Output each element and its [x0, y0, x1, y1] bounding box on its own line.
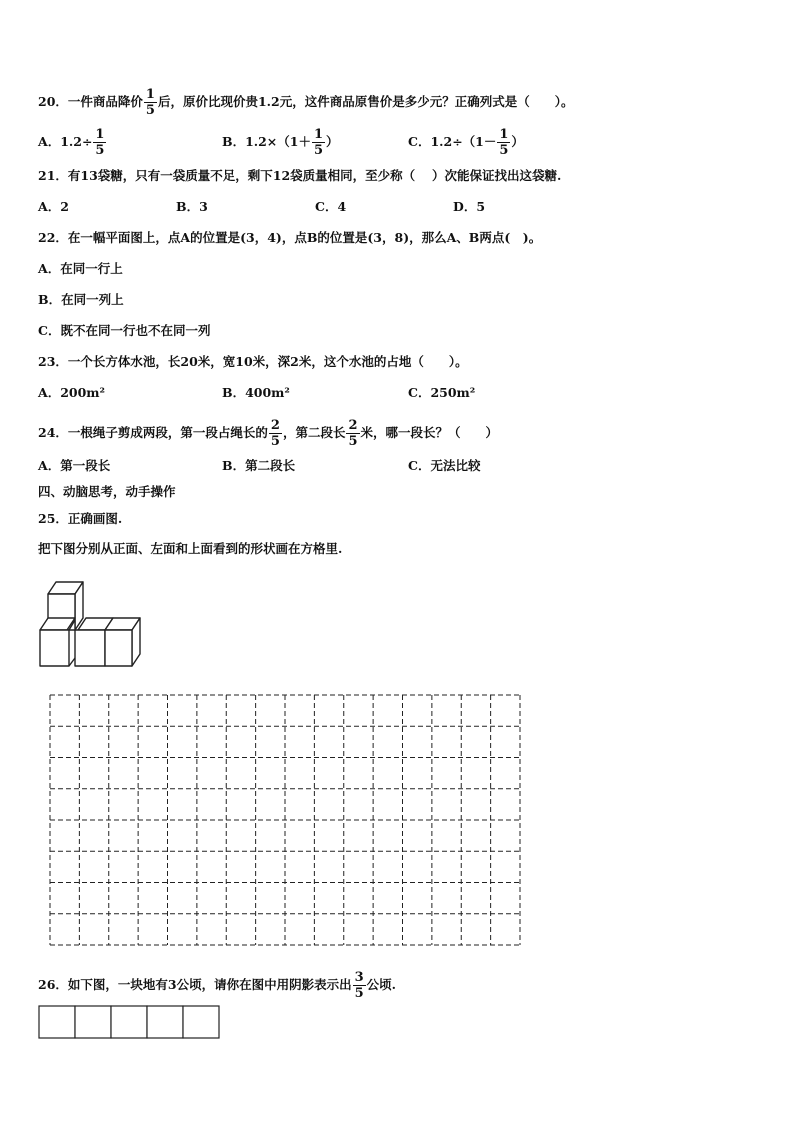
q24-option-c[interactable]: C．无法比较	[408, 458, 481, 473]
q24-stem: 24．一根绳子剪成两段，第一段占绳长的 $\frac{2}{5}$ ，第二段长 $\frac{2}{5}$ 米，哪一段长？（ ）	[38, 418, 499, 449]
q26-stem: 26．如下图，一块地有3公顷，请你在图中用阴影表示出 $\frac{3}{5}$ 公顷.	[38, 970, 396, 1001]
q22-stem: 22．在一幅平面图上，点A的位置是(3，4)，点B的位置是(3，8)，那么A、B两点( )。	[38, 230, 542, 245]
q20-stem	[38, 88, 573, 117]
q20-text-b: 后，原价比现价贵1.2元，这件商品原售价是多少元？正确列式是（ ）。	[157, 94, 574, 109]
drawing-grid[interactable]	[49, 694, 523, 948]
q23-option-a[interactable]: A．200m²	[38, 385, 105, 400]
q21-option-c[interactable]: C．4	[315, 199, 347, 214]
land-box[interactable]	[147, 1006, 183, 1038]
section-title: 四、动脑思考，动手操作	[38, 484, 176, 499]
q21-option-b[interactable]: B．3	[176, 199, 208, 214]
q24-option-a[interactable]: A．第一段长	[38, 458, 111, 473]
q23-stem: 23．一个长方体水池，长20米，宽10米，深2米，这个水池的占地（ ）。	[38, 354, 468, 369]
q24-fraction-2: $\frac{2}{5}$	[348, 418, 358, 449]
land-box[interactable]	[39, 1006, 75, 1038]
q21-option-d[interactable]: D．5	[453, 199, 486, 214]
q20-option-b[interactable]: B．1.2×（1＋ $\frac{1}{5}$ ）	[222, 127, 339, 158]
q20-fraction: $\frac{1}{5}$	[145, 87, 155, 118]
land-box[interactable]	[75, 1006, 111, 1038]
land-boxes[interactable]	[38, 1005, 222, 1039]
cube-figure	[38, 580, 148, 676]
q20-option-c[interactable]: C．1.2÷（1－ $\frac{1}{5}$ ）	[408, 127, 524, 158]
q21-option-a[interactable]: A．2	[38, 199, 69, 214]
q26-fraction: $\frac{3}{5}$	[354, 970, 364, 1001]
q23-option-b[interactable]: B．400m²	[222, 385, 290, 400]
q22-option-a[interactable]: A．在同一行上	[38, 261, 123, 276]
q25-instruction: 把下图分别从正面、左面和上面看到的形状画在方格里.	[38, 541, 343, 556]
q23-option-c[interactable]: C．250m²	[408, 385, 476, 400]
land-box[interactable]	[183, 1006, 219, 1038]
q24-fraction-1: $\frac{2}{5}$	[270, 418, 280, 449]
q20-number: 20．	[38, 94, 68, 109]
q20-text-a: 一件商品降价	[67, 94, 143, 109]
q22-option-c[interactable]: C．既不在同一行也不在同一列	[38, 323, 211, 338]
q22-option-b[interactable]: B．在同一列上	[38, 292, 124, 307]
q20-option-a[interactable]: A．1.2÷ $\frac{1}{5}$	[38, 127, 105, 158]
land-box[interactable]	[111, 1006, 147, 1038]
q21-stem: 21．有13袋糖，只有一袋质量不足，剩下12袋质量相同，至少称（ ）次能保证找出这袋糖.	[38, 168, 562, 183]
q24-option-b[interactable]: B．第二段长	[222, 458, 296, 473]
q25-stem: 25．正确画图.	[38, 511, 123, 526]
